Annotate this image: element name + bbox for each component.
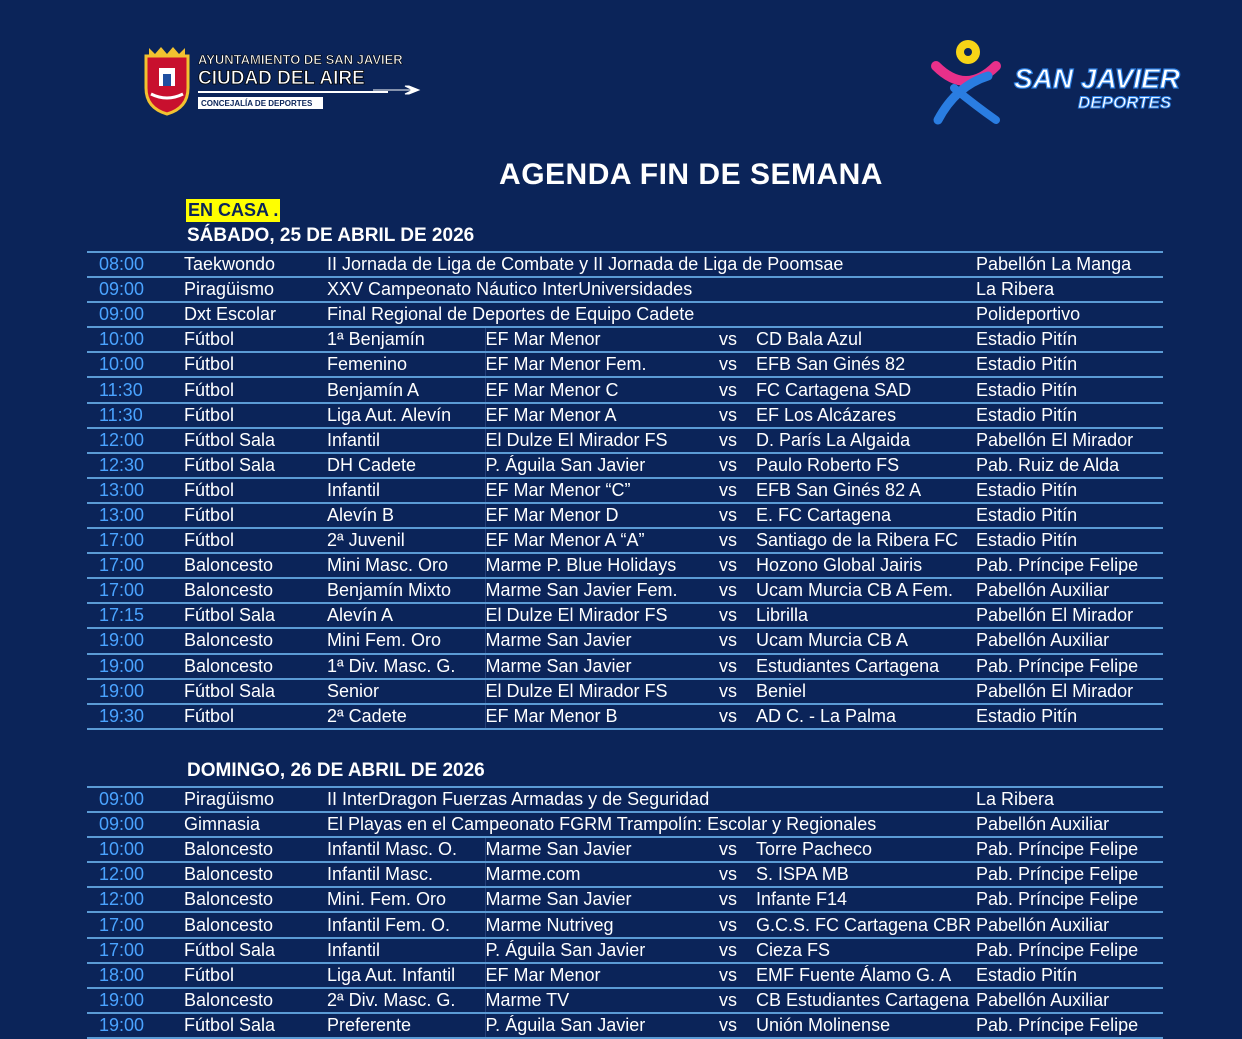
ayuntamiento-logo: [143, 44, 433, 116]
schedule-row: [87, 553, 1163, 578]
match-time: 18:00: [87, 963, 184, 988]
match-time: 09:00: [87, 812, 184, 837]
venue-name: Pab. Ruiz de Alda: [976, 453, 1163, 478]
sport-name: Baloncesto: [184, 654, 327, 679]
sport-name: Fútbol: [184, 352, 327, 377]
venue-name: Pabellón Auxiliar: [976, 578, 1163, 603]
match-time: 19:00: [87, 654, 184, 679]
away-team: Unión Molinense: [756, 1013, 976, 1038]
match-category: Infantil: [327, 428, 485, 453]
venue-name: Pab. Príncipe Felipe: [976, 1013, 1163, 1038]
match-category: Alevín B: [327, 503, 485, 528]
away-team: FC Cartagena SAD: [756, 377, 976, 402]
match-time: 09:00: [87, 787, 184, 812]
away-team: E. FC Cartagena: [756, 503, 976, 528]
match-time: 09:00: [87, 302, 184, 327]
sport-name: Fútbol Sala: [184, 603, 327, 628]
home-team: Marme San Javier Fem.: [485, 578, 708, 603]
sport-name: Fútbol: [184, 377, 327, 402]
home-team: EF Mar Menor A “A”: [485, 528, 708, 553]
match-category: Mini Masc. Oro: [327, 553, 485, 578]
away-team: EFB San Ginés 82 A: [756, 478, 976, 503]
schedule-row: [87, 428, 1163, 453]
vs-label: vs: [708, 377, 756, 402]
match-category: Benjamín A: [327, 377, 485, 402]
home-team: EF Mar Menor: [485, 963, 708, 988]
venue-name: Estadio Pitín: [976, 352, 1163, 377]
venue-name: Pabellón El Mirador: [976, 679, 1163, 704]
away-team: AD C. - La Palma: [756, 704, 976, 729]
home-team: EF Mar Menor “C”: [485, 478, 708, 503]
home-team: EF Mar Menor A: [485, 403, 708, 428]
schedule-row: [87, 327, 1163, 352]
match-time: 11:30: [87, 377, 184, 402]
event-name: El Playas en el Campeonato FGRM Trampolín: Escolar y Regionales: [327, 812, 976, 837]
vs-label: vs: [708, 912, 756, 937]
venue-name: Estadio Pitín: [976, 327, 1163, 352]
match-time: 11:30: [87, 403, 184, 428]
match-time: 13:00: [87, 478, 184, 503]
schedule-row: [87, 679, 1163, 704]
sport-name: Fútbol Sala: [184, 453, 327, 478]
vs-label: vs: [708, 578, 756, 603]
venue-name: Estadio Pitín: [976, 963, 1163, 988]
sport-name: Baloncesto: [184, 988, 327, 1013]
away-team: Hozono Global Jairis: [756, 553, 976, 578]
vs-label: vs: [708, 553, 756, 578]
vs-label: vs: [708, 938, 756, 963]
sport-name: Baloncesto: [184, 578, 327, 603]
vs-label: vs: [708, 862, 756, 887]
sport-name: Fútbol: [184, 704, 327, 729]
schedule-row: [87, 812, 1163, 837]
away-team: D. París La Algaida: [756, 428, 976, 453]
match-time: 12:00: [87, 428, 184, 453]
away-team: EFB San Ginés 82: [756, 352, 976, 377]
sport-name: Fútbol: [184, 327, 327, 352]
match-time: 17:00: [87, 553, 184, 578]
venue-name: Pabellón Auxiliar: [976, 812, 1163, 837]
sport-name: Fútbol: [184, 528, 327, 553]
match-time: 12:30: [87, 453, 184, 478]
schedule-row: [87, 252, 1163, 277]
schedule-row: [87, 837, 1163, 862]
venue-name: Estadio Pitín: [976, 704, 1163, 729]
sport-name: Dxt Escolar: [184, 302, 327, 327]
away-team: Ucam Murcia CB A Fem.: [756, 578, 976, 603]
venue-name: Pab. Príncipe Felipe: [976, 862, 1163, 887]
event-name: II Jornada de Liga de Combate y II Jornada de Liga de Poomsae: [327, 252, 976, 277]
sport-name: Fútbol Sala: [184, 679, 327, 704]
venue-name: Polideportivo: [976, 302, 1163, 327]
venue-name: Pab. Príncipe Felipe: [976, 837, 1163, 862]
away-team: Ucam Murcia CB A: [756, 628, 976, 653]
home-team: Marme San Javier: [485, 628, 708, 653]
venue-name: Estadio Pitín: [976, 503, 1163, 528]
away-team: Librilla: [756, 603, 976, 628]
away-team: Torre Pacheco: [756, 837, 976, 862]
vs-label: vs: [708, 503, 756, 528]
schedule-row: [87, 988, 1163, 1013]
match-time: 12:00: [87, 887, 184, 912]
home-team: Marme San Javier: [485, 887, 708, 912]
schedule-row: [87, 862, 1163, 887]
home-team: EF Mar Menor D: [485, 503, 708, 528]
vs-label: vs: [708, 704, 756, 729]
sunday-heading: DOMINGO, 26 DE ABRIL DE 2026: [187, 760, 485, 781]
sunday-schedule-table: [87, 786, 1163, 1039]
match-time: 19:30: [87, 704, 184, 729]
venue-name: Pabellón Auxiliar: [976, 628, 1163, 653]
match-category: Alevín A: [327, 603, 485, 628]
match-time: 12:00: [87, 862, 184, 887]
match-time: 10:00: [87, 327, 184, 352]
away-team: S. ISPA MB: [756, 862, 976, 887]
match-category: Preferente: [327, 1013, 485, 1038]
home-team: Marme P. Blue Holidays: [485, 553, 708, 578]
schedule-row: [87, 377, 1163, 402]
vs-label: vs: [708, 327, 756, 352]
vs-label: vs: [708, 654, 756, 679]
home-team: P. Águila San Javier: [485, 1013, 708, 1038]
match-time: 17:15: [87, 603, 184, 628]
sport-name: Fútbol Sala: [184, 428, 327, 453]
home-team: Marme TV: [485, 988, 708, 1013]
saturday-schedule-table: [87, 251, 1163, 730]
venue-name: La Ribera: [976, 787, 1163, 812]
schedule-row: [87, 453, 1163, 478]
match-category: DH Cadete: [327, 453, 485, 478]
match-category: 2ª Juvenil: [327, 528, 485, 553]
match-time: 17:00: [87, 912, 184, 937]
schedule-row: [87, 277, 1163, 302]
match-category: 2ª Cadete: [327, 704, 485, 729]
schedule-row: [87, 787, 1163, 812]
schedule-row: [87, 938, 1163, 963]
venue-name: Pabellón La Manga: [976, 252, 1163, 277]
schedule-row: [87, 628, 1163, 653]
match-time: 19:00: [87, 679, 184, 704]
home-team: EF Mar Menor B: [485, 704, 708, 729]
vs-label: vs: [708, 1013, 756, 1038]
match-time: 17:00: [87, 938, 184, 963]
sport-name: Fútbol: [184, 403, 327, 428]
sport-name: Fútbol: [184, 503, 327, 528]
page-title: AGENDA FIN DE SEMANA: [499, 158, 883, 191]
sport-name: Gimnasia: [184, 812, 327, 837]
match-time: 19:00: [87, 1013, 184, 1038]
home-team: El Dulze El Mirador FS: [485, 603, 708, 628]
schedule-row: [87, 528, 1163, 553]
match-time: 19:00: [87, 988, 184, 1013]
match-category: Femenino: [327, 352, 485, 377]
sport-name: Fútbol: [184, 478, 327, 503]
venue-name: Pab. Príncipe Felipe: [976, 553, 1163, 578]
match-category: 1ª Benjamín: [327, 327, 485, 352]
away-team: Cieza FS: [756, 938, 976, 963]
sport-name: Piragüismo: [184, 787, 327, 812]
match-time: 19:00: [87, 628, 184, 653]
match-category: Infantil: [327, 478, 485, 503]
vs-label: vs: [708, 837, 756, 862]
home-team: P. Águila San Javier: [485, 453, 708, 478]
away-team: Beniel: [756, 679, 976, 704]
vs-label: vs: [708, 603, 756, 628]
event-name: II InterDragon Fuerzas Armadas y de Seguridad: [327, 787, 976, 812]
venue-name: La Ribera: [976, 277, 1163, 302]
match-category: Infantil Masc.: [327, 862, 485, 887]
svg-text:DEPORTES: DEPORTES: [1078, 93, 1172, 112]
vs-label: vs: [708, 453, 756, 478]
sport-name: Baloncesto: [184, 912, 327, 937]
schedule-row: [87, 704, 1163, 729]
match-time: 17:00: [87, 578, 184, 603]
svg-text:AYUNTAMIENTO DE SAN JAVIER: AYUNTAMIENTO DE SAN JAVIER: [198, 52, 403, 67]
away-team: CB Estudiantes Cartagena: [756, 988, 976, 1013]
schedule-row: [87, 302, 1163, 327]
schedule-row: [87, 503, 1163, 528]
schedule-row: [87, 912, 1163, 937]
away-team: Infante F14: [756, 887, 976, 912]
vs-label: vs: [708, 478, 756, 503]
sport-name: Fútbol Sala: [184, 938, 327, 963]
schedule-row: [87, 603, 1163, 628]
schedule-row: [87, 1013, 1163, 1038]
home-team: EF Mar Menor: [485, 327, 708, 352]
venue-name: Estadio Pitín: [976, 478, 1163, 503]
venue-name: Pab. Príncipe Felipe: [976, 938, 1163, 963]
sport-name: Baloncesto: [184, 837, 327, 862]
match-time: 08:00: [87, 252, 184, 277]
venue-name: Estadio Pitín: [976, 377, 1163, 402]
venue-name: Pabellón Auxiliar: [976, 912, 1163, 937]
home-team: P. Águila San Javier: [485, 938, 708, 963]
match-category: Mini Fem. Oro: [327, 628, 485, 653]
svg-text:CONCEJALÍA DE DEPORTES: CONCEJALÍA DE DEPORTES: [201, 99, 313, 108]
away-team: EMF Fuente Álamo G. A: [756, 963, 976, 988]
en-casa-badge: EN CASA .: [188, 200, 279, 220]
match-category: Liga Aut. Infantil: [327, 963, 485, 988]
schedule-row: [87, 887, 1163, 912]
match-time: 13:00: [87, 503, 184, 528]
venue-name: Estadio Pitín: [976, 403, 1163, 428]
event-name: Final Regional de Deportes de Equipo Cadete: [327, 302, 976, 327]
sport-name: Baloncesto: [184, 862, 327, 887]
match-category: Infantil: [327, 938, 485, 963]
vs-label: vs: [708, 887, 756, 912]
vs-label: vs: [708, 963, 756, 988]
match-category: 2ª Div. Masc. G.: [327, 988, 485, 1013]
schedule-row: [87, 352, 1163, 377]
match-category: Senior: [327, 679, 485, 704]
match-category: Benjamín Mixto: [327, 578, 485, 603]
match-time: 17:00: [87, 528, 184, 553]
venue-name: Pabellón El Mirador: [976, 428, 1163, 453]
sport-name: Baloncesto: [184, 628, 327, 653]
venue-name: Pab. Príncipe Felipe: [976, 887, 1163, 912]
match-category: Infantil Fem. O.: [327, 912, 485, 937]
schedule-row: [87, 963, 1163, 988]
sport-name: Baloncesto: [184, 553, 327, 578]
vs-label: vs: [708, 428, 756, 453]
match-time: 10:00: [87, 837, 184, 862]
sport-name: Taekwondo: [184, 252, 327, 277]
away-team: Estudiantes Cartagena: [756, 654, 976, 679]
schedule-row: [87, 478, 1163, 503]
away-team: CD Bala Azul: [756, 327, 976, 352]
vs-label: vs: [708, 528, 756, 553]
venue-name: Pab. Príncipe Felipe: [976, 654, 1163, 679]
home-team: Marme San Javier: [485, 654, 708, 679]
svg-text:CIUDAD DEL AIRE: CIUDAD DEL AIRE: [198, 68, 365, 89]
svg-text:SAN JAVIER: SAN JAVIER: [1014, 63, 1180, 94]
home-team: El Dulze El Mirador FS: [485, 679, 708, 704]
sport-name: Fútbol Sala: [184, 1013, 327, 1038]
away-team: G.C.S. FC Cartagena CBR: [756, 912, 976, 937]
venue-name: Estadio Pitín: [976, 528, 1163, 553]
away-team: Paulo Roberto FS: [756, 453, 976, 478]
san-javier-deportes-logo: [926, 36, 1188, 130]
vs-label: vs: [708, 628, 756, 653]
vs-label: vs: [708, 403, 756, 428]
match-time: 09:00: [87, 277, 184, 302]
vs-label: vs: [708, 988, 756, 1013]
saturday-heading: SÁBADO, 25 DE ABRIL DE 2026: [187, 225, 475, 246]
home-team: El Dulze El Mirador FS: [485, 428, 708, 453]
sport-name: Piragüismo: [184, 277, 327, 302]
venue-name: Pabellón El Mirador: [976, 603, 1163, 628]
vs-label: vs: [708, 352, 756, 377]
match-category: Infantil Masc. O.: [327, 837, 485, 862]
home-team: EF Mar Menor C: [485, 377, 708, 402]
sport-name: Fútbol: [184, 963, 327, 988]
schedule-row: [87, 578, 1163, 603]
schedule-row: [87, 403, 1163, 428]
schedule-row: [87, 654, 1163, 679]
home-team: Marme.com: [485, 862, 708, 887]
home-team: Marme San Javier: [485, 837, 708, 862]
sport-name: Baloncesto: [184, 887, 327, 912]
away-team: EF Los Alcázares: [756, 403, 976, 428]
home-team: Marme Nutriveg: [485, 912, 708, 937]
match-category: 1ª Div. Masc. G.: [327, 654, 485, 679]
match-category: Mini. Fem. Oro: [327, 887, 485, 912]
match-time: 10:00: [87, 352, 184, 377]
match-category: Liga Aut. Alevín: [327, 403, 485, 428]
event-name: XXV Campeonato Náutico InterUniversidades: [327, 277, 976, 302]
venue-name: Pabellón Auxiliar: [976, 988, 1163, 1013]
home-team: EF Mar Menor Fem.: [485, 352, 708, 377]
vs-label: vs: [708, 679, 756, 704]
away-team: Santiago de la Ribera FC: [756, 528, 976, 553]
